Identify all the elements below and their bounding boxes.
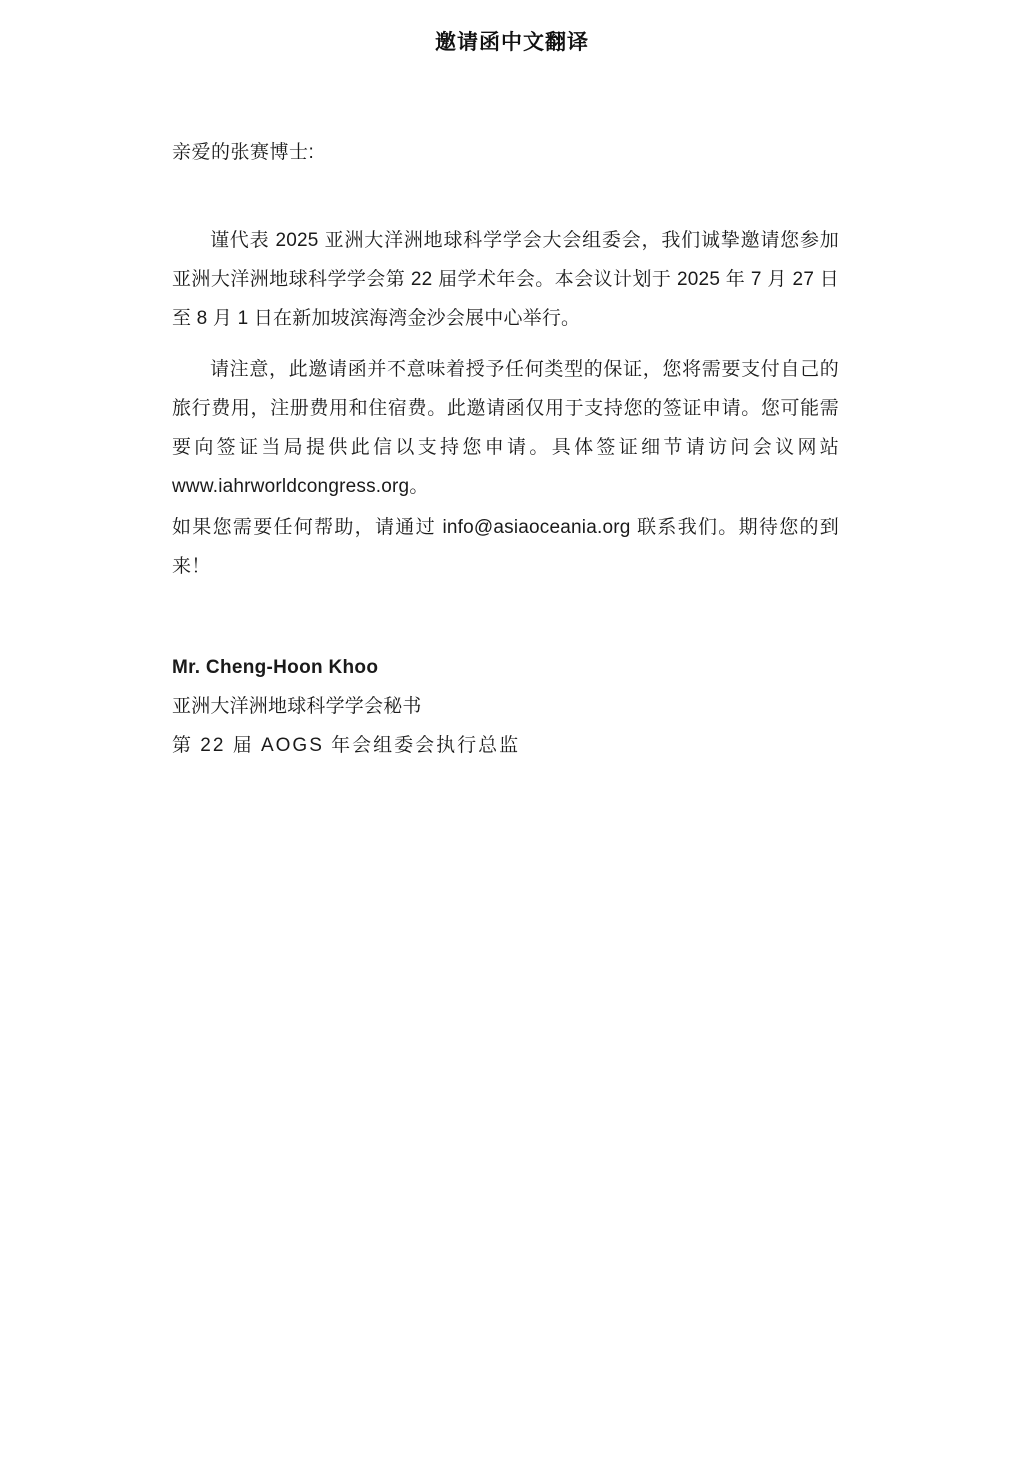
signature-block bbox=[172, 649, 839, 766]
page-title: 邀请函中文翻译 bbox=[435, 31, 589, 54]
letter-body bbox=[0, 138, 1024, 766]
signer-role-primary: 亚洲大洋洲地球科学学会秘书 bbox=[172, 695, 422, 717]
paragraph-notice: 请注意，此邀请函并不意味着授予任何类型的保证，您将需要支付自己的旅行费用，注册费用和住宿费。此邀请函仅用于支持您的签证申请。您可能需要向签证当局提供此信以支持您申请。具体签证细节请访问会议网站 www.iahrworldcongress.org。 bbox=[172, 359, 839, 498]
paragraph-contact: 如果您需要任何帮助，请通过 info@asiaoceania.org 联系我们。期待您的到来！ bbox=[172, 516, 839, 577]
paragraph-invitation: 谨代表 2025 亚洲大洋洲地球科学学会大会组委会，我们诚挚邀请您参加亚洲大洋洲地球科学学会第 22 届学术年会。本会议计划于 2025 年 7 月 27 日至 8 月 1 日在新加坡滨海湾金沙会展中心举行。 bbox=[172, 230, 839, 330]
signer-role-secondary: 第 22 届 AOGS 年会组委会执行总监 bbox=[172, 734, 521, 756]
salutation: 亲爱的张赛博士: bbox=[172, 142, 315, 163]
signer-name: Mr. Cheng-Hoon Khoo bbox=[172, 656, 379, 678]
document-page bbox=[0, 26, 1024, 1474]
